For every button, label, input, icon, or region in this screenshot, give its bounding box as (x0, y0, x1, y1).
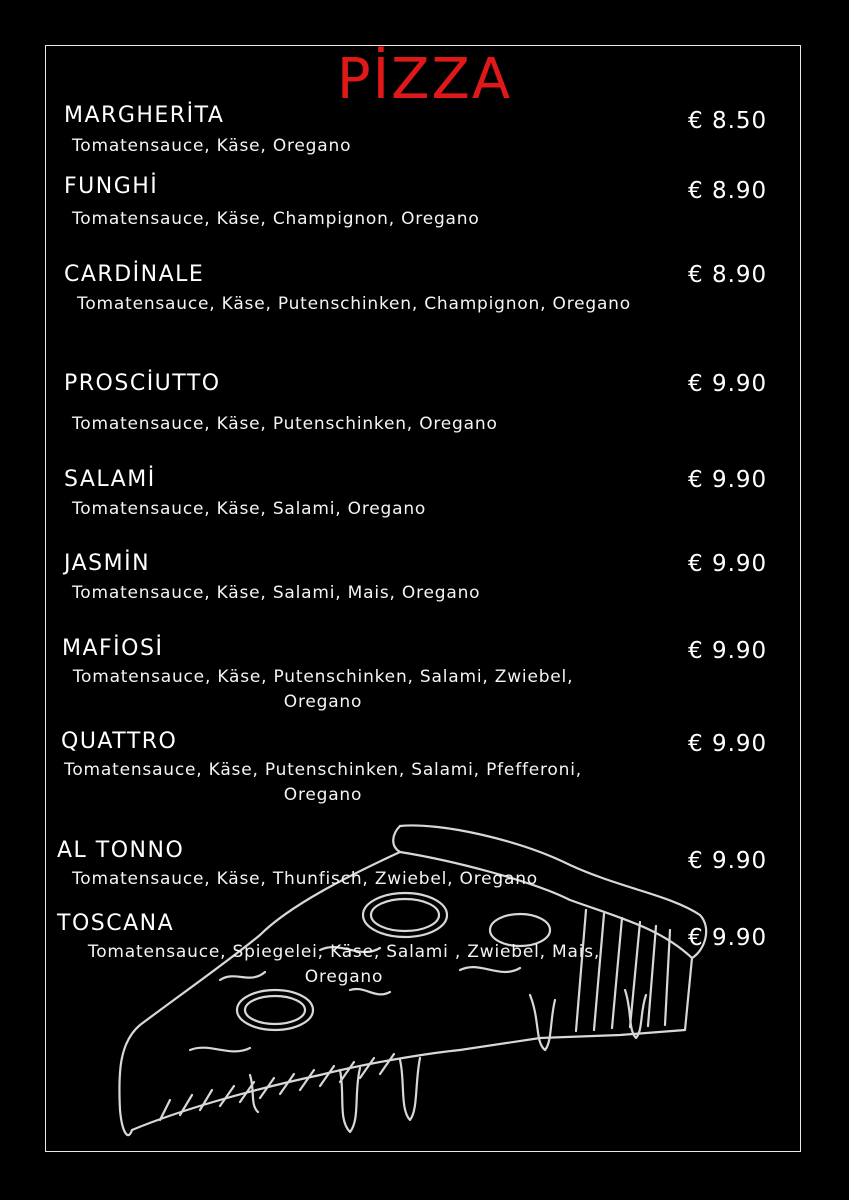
item-price: € 9.90 (688, 467, 768, 493)
item-description: Tomatensauce, Käse, Putenschinken, Champignon, Oregano (77, 294, 631, 314)
item-name: TOSCANA (57, 911, 175, 936)
item-price: € 9.90 (688, 731, 768, 757)
item-price: € 9.90 (688, 848, 768, 874)
item-price: € 8.90 (688, 262, 768, 288)
item-description: Tomatensauce, Käse, Salami, Oregano (72, 499, 427, 519)
item-description: Tomatensauce, Käse, Putenschinken, Oregano (72, 414, 498, 434)
item-name: SALAMİ (64, 467, 156, 492)
item-description: Tomatensauce, Käse, Putenschinken, Salami, Pfefferoni, Oregano (64, 760, 582, 805)
menu-title: PİZZA (336, 47, 513, 112)
item-price: € 8.50 (688, 108, 768, 134)
item-price: € 9.90 (688, 551, 768, 577)
item-name: FUNGHİ (64, 174, 159, 199)
item-description: Tomatensauce, Käse, Thunfisch, Zwiebel, Oregano (72, 869, 538, 889)
item-description: Tomatensauce, Käse, Oregano (72, 136, 352, 156)
item-price: € 8.90 (688, 178, 768, 204)
item-name: CARDİNALE (64, 262, 205, 287)
item-price: € 9.90 (688, 371, 768, 397)
item-price: € 9.90 (688, 638, 768, 664)
item-name: JASMİN (64, 551, 151, 576)
item-name: QUATTRO (61, 729, 178, 754)
item-description: Tomatensauce, Spiegelei, Käse, Salami , Zwiebel, Mais, Oregano (87, 942, 601, 987)
item-name: AL TONNO (57, 838, 185, 863)
item-description: Tomatensauce, Käse, Champignon, Oregano (72, 209, 480, 229)
item-name: MAFİOSİ (62, 636, 164, 661)
item-price: € 9.90 (688, 925, 768, 951)
item-description: Tomatensauce, Käse, Putenschinken, Salami, Zwiebel, Oregano (72, 667, 574, 712)
item-description: Tomatensauce, Käse, Salami, Mais, Oregano (72, 583, 481, 603)
item-name: PROSCİUTTO (64, 371, 221, 396)
item-name: MARGHERİTA (64, 103, 225, 128)
